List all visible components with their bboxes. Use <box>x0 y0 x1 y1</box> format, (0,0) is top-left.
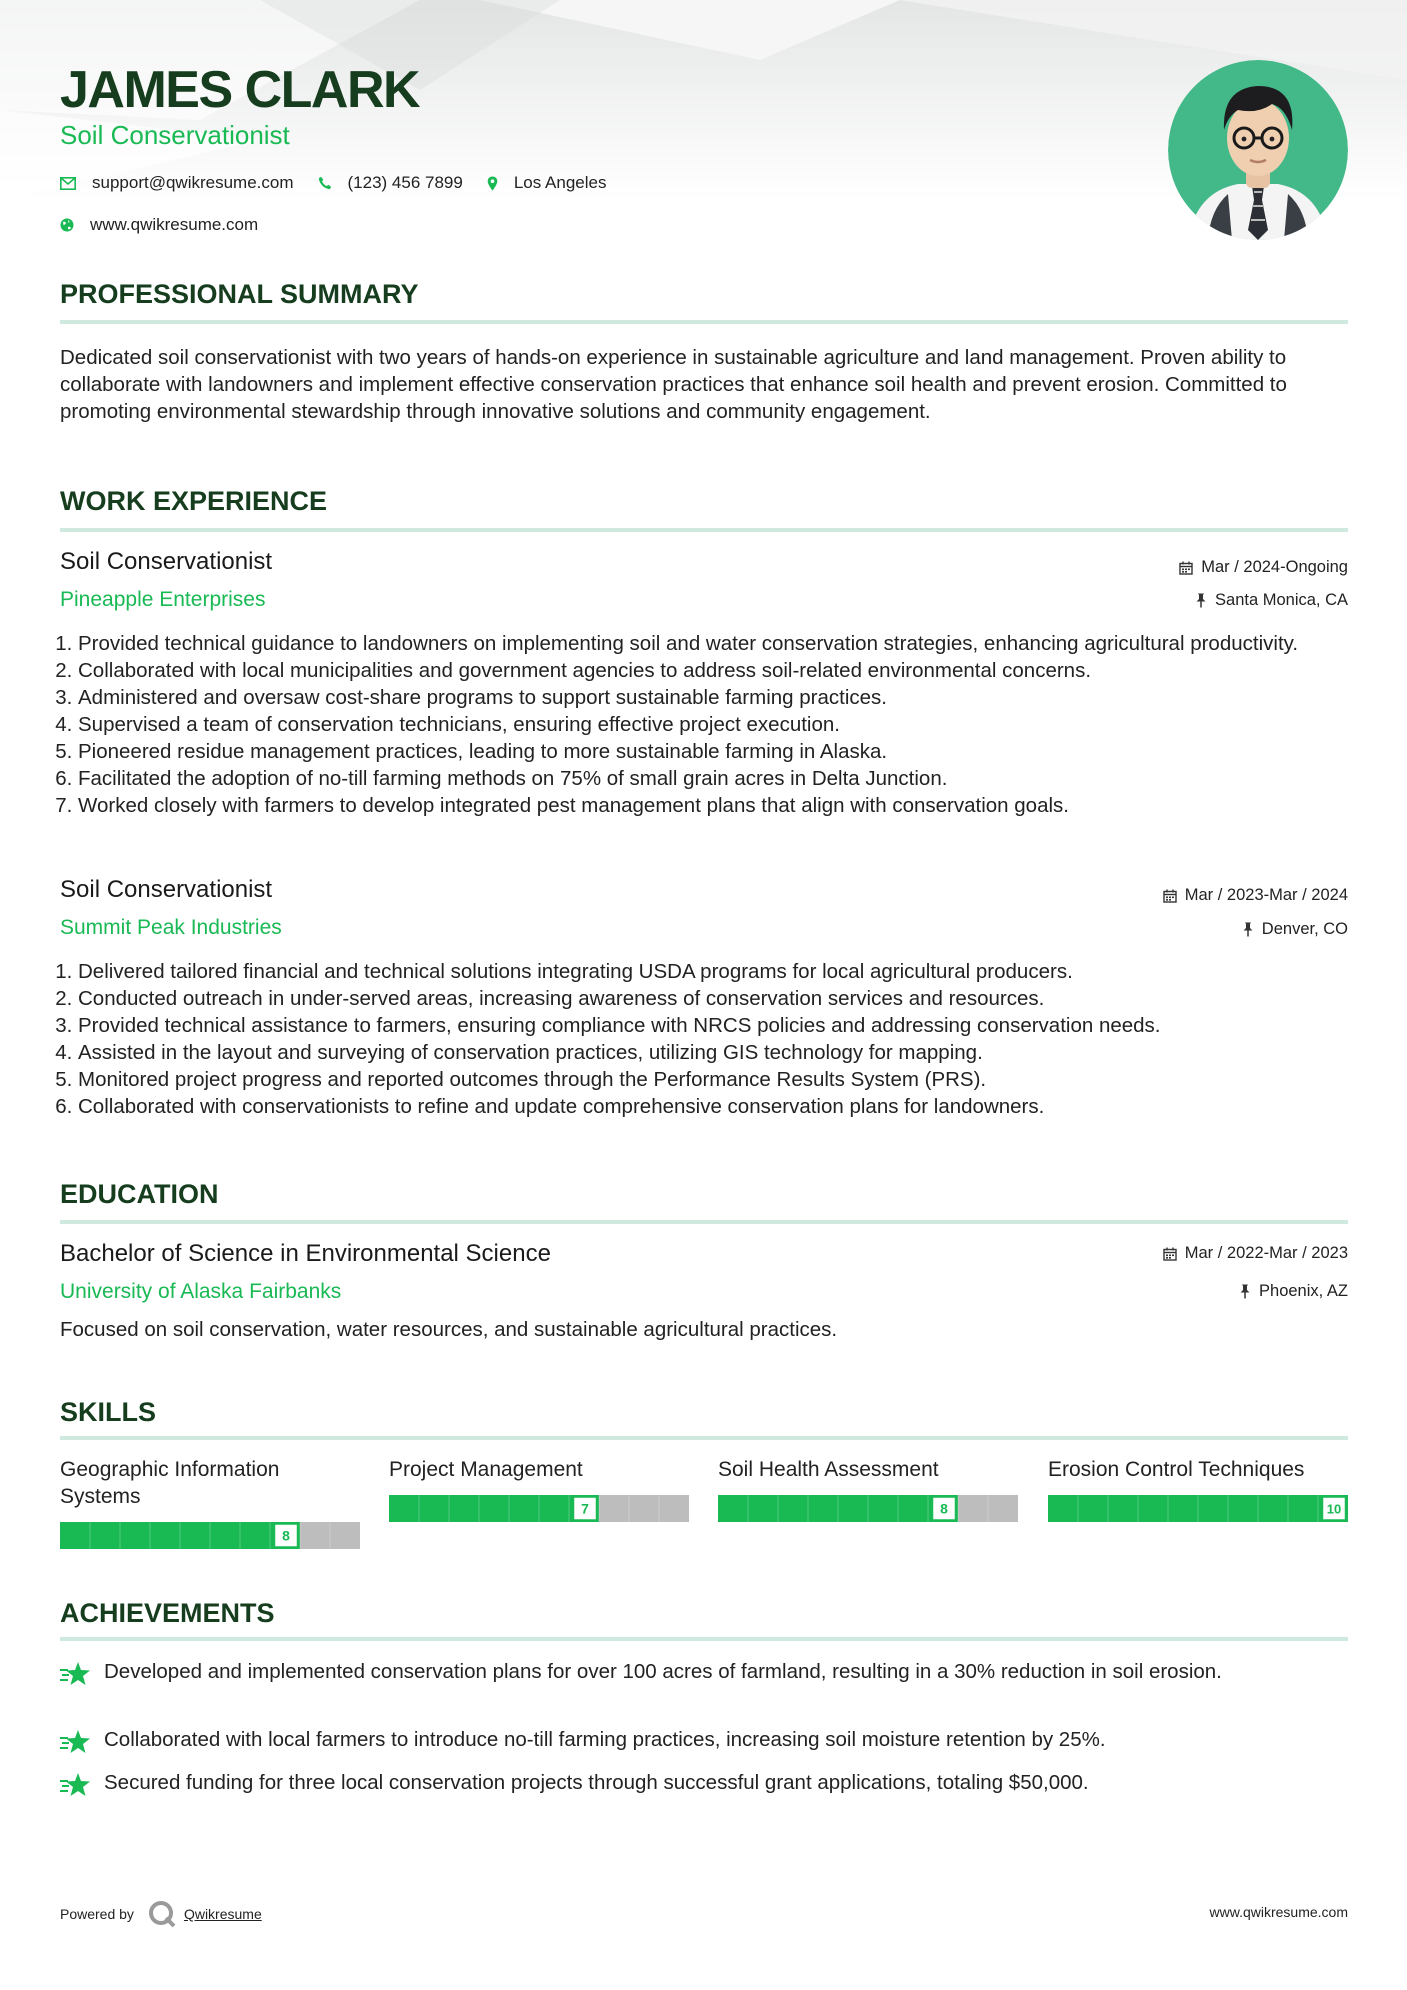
achievement-item <box>60 1658 1348 1695</box>
company-name: Pineapple Enterprises <box>60 588 266 611</box>
list-item: 5. Pioneered residue management practices, leading to more sustainable farming in Alaska. <box>78 738 1348 765</box>
list-item: 4. Supervised a team of conservation technicians, ensuring effective project execution. <box>78 711 1348 738</box>
education-location <box>1239 1282 1348 1301</box>
skill-level-bar <box>389 1495 689 1522</box>
job-responsibilities <box>60 958 1348 1120</box>
list-item: 1. Delivered tailored financial and technical solutions integrating USDA programs for local agricultural producers. <box>78 958 1348 985</box>
section-divider <box>60 1436 1348 1440</box>
achievement-text: Developed and implemented conservation plans for over 100 acres of farmland, resulting in a 30% reduction in soil erosion. <box>104 1660 1222 1683</box>
pushpin-icon <box>1195 593 1207 608</box>
job-location <box>1195 591 1348 610</box>
pushpin-icon <box>1242 922 1254 937</box>
job-dates-text: Mar / 2023-Mar / 2024 <box>1184 886 1348 904</box>
section-divider <box>60 528 1348 532</box>
list-item: 2. Conducted outreach in under-served areas, increasing awareness of conservation services and resources. <box>78 985 1348 1012</box>
powered-by-label: Powered by <box>60 1906 134 1922</box>
job-responsibilities <box>60 630 1348 819</box>
skill-item <box>60 1456 360 1510</box>
powered-by <box>60 1900 262 1928</box>
website-link[interactable]: www.qwikresume.com <box>90 215 259 234</box>
email-link[interactable]: support@qwikresume.com <box>92 173 294 192</box>
envelope-icon <box>60 177 76 190</box>
list-item: 3. Provided technical assistance to farmers, ensuring compliance with NRCS policies and addressing conservation needs. <box>78 1012 1348 1039</box>
star-medal-icon <box>60 1726 104 1763</box>
education-dates-text: Mar / 2022-Mar / 2023 <box>1184 1244 1348 1262</box>
candidate-name: JAMES CLARK <box>60 61 420 119</box>
list-item: 3. Administered and oversaw cost-share programs to support sustainable farming practices. <box>78 684 1348 711</box>
skill-level-bar <box>60 1522 360 1549</box>
phone-number[interactable]: (123) 456 7899 <box>347 173 463 192</box>
achievement-text: Collaborated with local farmers to introduce no-till farming practices, increasing soil moisture retention by 25%. <box>104 1728 1106 1751</box>
skill-level-bar <box>718 1495 1018 1522</box>
calendar-icon <box>1163 1247 1177 1261</box>
skill-name: Project Management <box>389 1458 583 1481</box>
candidate-role: Soil Conservationist <box>60 120 290 150</box>
achievements-heading: ACHIEVEMENTS <box>60 1598 275 1628</box>
skill-level-label: 8 <box>940 1500 948 1517</box>
summary-heading: PROFESSIONAL SUMMARY <box>60 279 419 309</box>
skill-bar-fill <box>389 1495 599 1522</box>
section-divider <box>60 1220 1348 1224</box>
skill-level-label: 8 <box>282 1527 290 1544</box>
job-dates <box>1163 886 1348 905</box>
footer-website-link[interactable]: www.qwikresume.com <box>1209 1904 1348 1920</box>
list-item: 6. Facilitated the adoption of no-till farming methods on 75% of small grain acres in Delta Junction. <box>78 765 1348 792</box>
qwikresume-logo-icon <box>148 1900 176 1928</box>
skills-heading: SKILLS <box>60 1397 157 1427</box>
star-medal-icon <box>60 1658 104 1695</box>
skill-level-label: 7 <box>581 1500 589 1517</box>
location-text: Los Angeles <box>513 173 607 192</box>
skill-item <box>389 1456 689 1483</box>
achievement-item <box>60 1769 1348 1806</box>
contact-row <box>60 173 630 193</box>
website-row <box>60 215 282 235</box>
job-location <box>1242 920 1348 939</box>
pushpin-icon <box>1239 1284 1251 1299</box>
school-name: University of Alaska Fairbanks <box>60 1280 342 1303</box>
degree-title: Bachelor of Science in Environmental Science <box>60 1240 551 1267</box>
calendar-icon <box>1163 889 1177 903</box>
job-title: Soil Conservationist <box>60 876 273 903</box>
education-dates <box>1163 1244 1348 1263</box>
list-item: 5. Monitored project progress and reported outcomes through the Performance Results System (PRS). <box>78 1066 1348 1093</box>
skill-name: Soil Health Assessment <box>718 1458 939 1481</box>
skill-name: Erosion Control Techniques <box>1048 1458 1305 1481</box>
skill-name: Geographic Information Systems <box>60 1458 280 1508</box>
phone-icon <box>318 176 332 190</box>
calendar-icon <box>1179 561 1193 575</box>
achievement-item <box>60 1726 1348 1763</box>
section-divider <box>60 320 1348 324</box>
list-item: 2. Collaborated with local municipalities and government agencies to address soil-related environmental concerns. <box>78 657 1348 684</box>
map-pin-icon <box>487 176 498 191</box>
list-item: 6. Collaborated with conservationists to refine and update comprehensive conservation plans for landowners. <box>78 1093 1348 1120</box>
skill-level-label: 10 <box>1326 1501 1342 1517</box>
list-item: 1. Provided technical guidance to landowners on implementing soil and water conservation strategies, enhancing agricultural productivity. <box>78 630 1348 657</box>
skill-item <box>718 1456 1018 1483</box>
star-medal-icon <box>60 1769 104 1806</box>
list-item: 4. Assisted in the layout and surveying of conservation practices, utilizing GIS technology for mapping. <box>78 1039 1348 1066</box>
list-item: 7. Worked closely with farmers to develop integrated pest management plans that align with conservation goals. <box>78 792 1348 819</box>
summary-text: Dedicated soil conservationist with two years of hands-on experience in sustainable agriculture and land management. Proven ability to collaborate with landowners and implement effective conservation practices that enhance soil health and prevent erosion. Committed to promoting environmental stewardship through innovative solutions and community engagement. <box>60 346 1287 423</box>
education-location-text: Phoenix, AZ <box>1259 1282 1348 1300</box>
globe-icon <box>60 218 74 232</box>
education-description: Focused on soil conservation, water resources, and sustainable agricultural practices. <box>60 1318 838 1341</box>
skill-item <box>1048 1456 1348 1483</box>
job-dates <box>1179 558 1348 577</box>
company-name: Summit Peak Industries <box>60 916 282 939</box>
job-title: Soil Conservationist <box>60 548 273 575</box>
education-heading: EDUCATION <box>60 1179 219 1209</box>
job-location-text: Denver, CO <box>1261 920 1348 938</box>
experience-heading: WORK EXPERIENCE <box>60 486 328 516</box>
achievement-text: Secured funding for three local conservation projects through successful grant applications, totaling $50,000. <box>104 1771 1089 1794</box>
job-dates-text: Mar / 2024-Ongoing <box>1201 558 1348 576</box>
profile-photo <box>1168 60 1348 240</box>
qwikresume-link[interactable]: Qwikresume <box>183 1906 262 1922</box>
skill-level-bar <box>1048 1495 1348 1522</box>
section-divider <box>60 1637 1348 1641</box>
job-location-text: Santa Monica, CA <box>1215 591 1348 609</box>
